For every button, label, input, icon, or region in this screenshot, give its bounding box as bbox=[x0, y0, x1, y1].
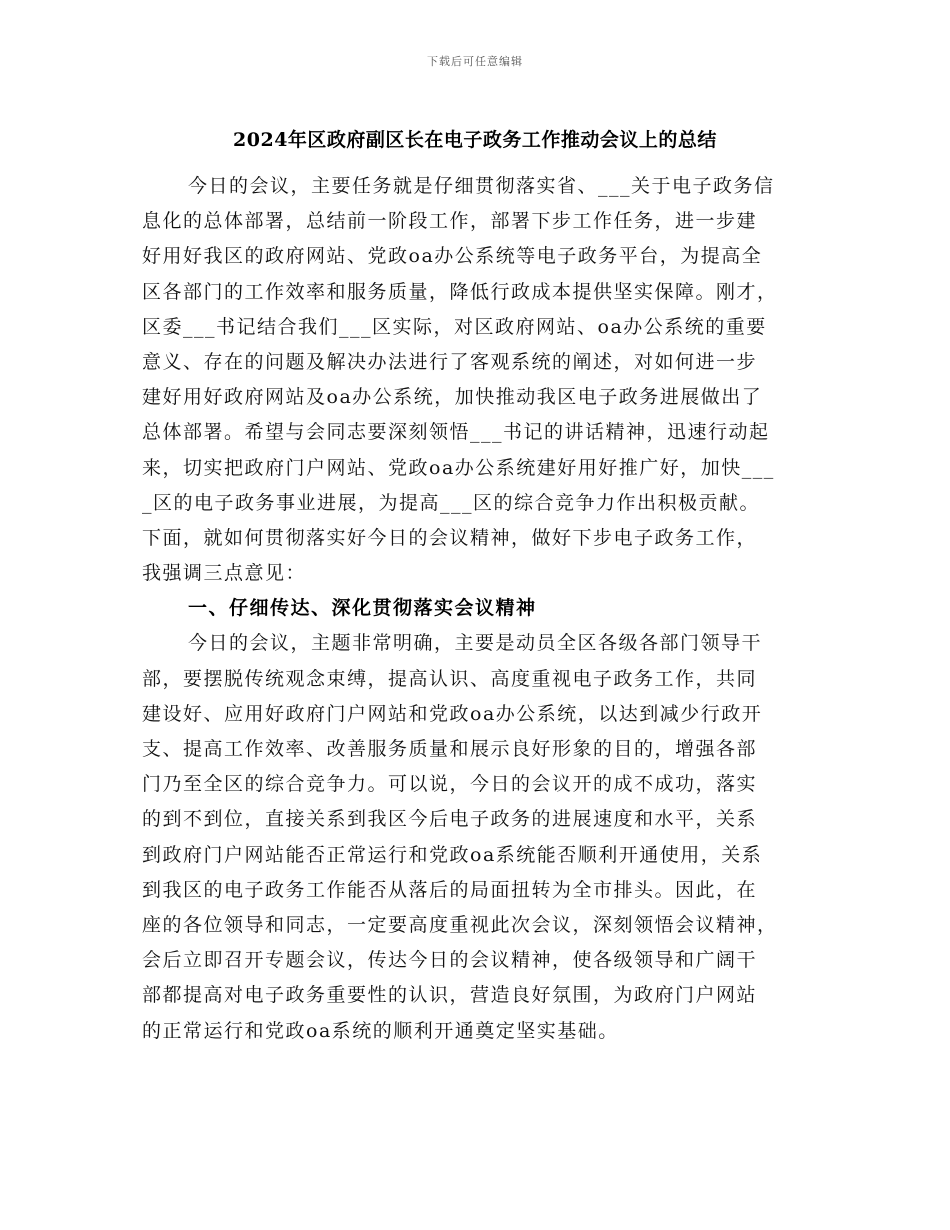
paragraph-line: 区各部门的工作效率和服务质量，降低行政成本提供坚实保障。刚才， bbox=[142, 280, 778, 303]
paragraph-line: _区的电子政务事业进展，为提高___区的综合竞争力作出积极贡献。 bbox=[142, 491, 761, 514]
paragraph-line: 息化的总体部署，总结前一阶段工作，部署下步工作任务，进一步建 bbox=[142, 210, 758, 233]
paragraph-line: 座的各位领导和同志，一定要高度重视此次会议，深刻领悟会议精神， bbox=[142, 913, 778, 936]
paragraph-line: 总体部署。希望与会同志要深刻领悟___书记的讲话精神，迅速行动起 bbox=[142, 421, 770, 444]
paragraph-line: 到政府门户网站能否正常运行和党政oa系统能否顺利开通使用，关系 bbox=[142, 843, 763, 866]
paragraph-line: 建好用好政府网站及oa办公系统，加快推动我区电子政务进展做出了 bbox=[142, 386, 763, 409]
paragraph-line: 部都提高对电子政务重要性的认识，营造良好氛围，为政府门户网站 bbox=[142, 984, 758, 1007]
paragraph-line: 会后立即召开专题会议，传达今日的会议精神，使各级领导和广阔干 bbox=[142, 949, 758, 972]
paragraph-line: 的正常运行和党政oa系统的顺利开通奠定坚实基础。 bbox=[142, 1019, 619, 1042]
paragraph-line: 部，要摆脱传统观念束缚，提高认识、高度重视电子政务工作，共同 bbox=[142, 667, 758, 690]
paragraph-line: 建设好、应用好政府门户网站和党政oa办公系统，以达到减少行政开 bbox=[142, 702, 763, 725]
paragraph-line: 我强调三点意见： bbox=[142, 562, 307, 585]
document-title: 2024年区政府副区长在电子政务工作推动会议上的总结 bbox=[233, 129, 717, 151]
paragraph-line: 好用好我区的政府网站、党政oa办公系统等电子政务平台，为提高全 bbox=[142, 245, 763, 268]
paragraph-line: 下面，就如何贯彻落实好今日的会议精神，做好下步电子政务工作， bbox=[142, 526, 758, 549]
paragraph-line: 区委___书记结合我们___区实际，对区政府网站、oa办公系统的重要 bbox=[142, 315, 767, 338]
section-heading: 一、仔细传达、深化贯彻落实会议精神 bbox=[188, 597, 537, 620]
paragraph-line: 到我区的电子政务工作能否从落后的局面扭转为全市排头。因此，在 bbox=[142, 878, 758, 901]
paragraph-line: 来，切实把政府门户网站、党政oa办公系统建好用好推广好，加快___ bbox=[142, 456, 775, 479]
paragraph-line: 门乃至全区的综合竞争力。可以说，今日的会议开的成不成功，落实 bbox=[142, 773, 758, 796]
paragraph-line: 支、提高工作效率、改善服务质量和展示良好形象的目的，增强各部 bbox=[142, 738, 758, 760]
paragraph-line: 意义、存在的问题及解决办法进行了客观系统的阐述，对如何进一步 bbox=[142, 350, 758, 373]
document-body bbox=[142, 169, 812, 1049]
paragraph-line: 今日的会议，主题非常明确，主要是动员全区各级各部门领导干 bbox=[188, 632, 763, 655]
paragraph-line: 的到不到位，直接关系到我区今后电子政务的进展速度和水平，关系 bbox=[142, 808, 758, 831]
page-header-note: 下载后可任意编辑 bbox=[427, 55, 523, 68]
paragraph-line: 今日的会议，主要任务就是仔细贯彻落实省、___关于电子政务信 bbox=[188, 175, 775, 197]
